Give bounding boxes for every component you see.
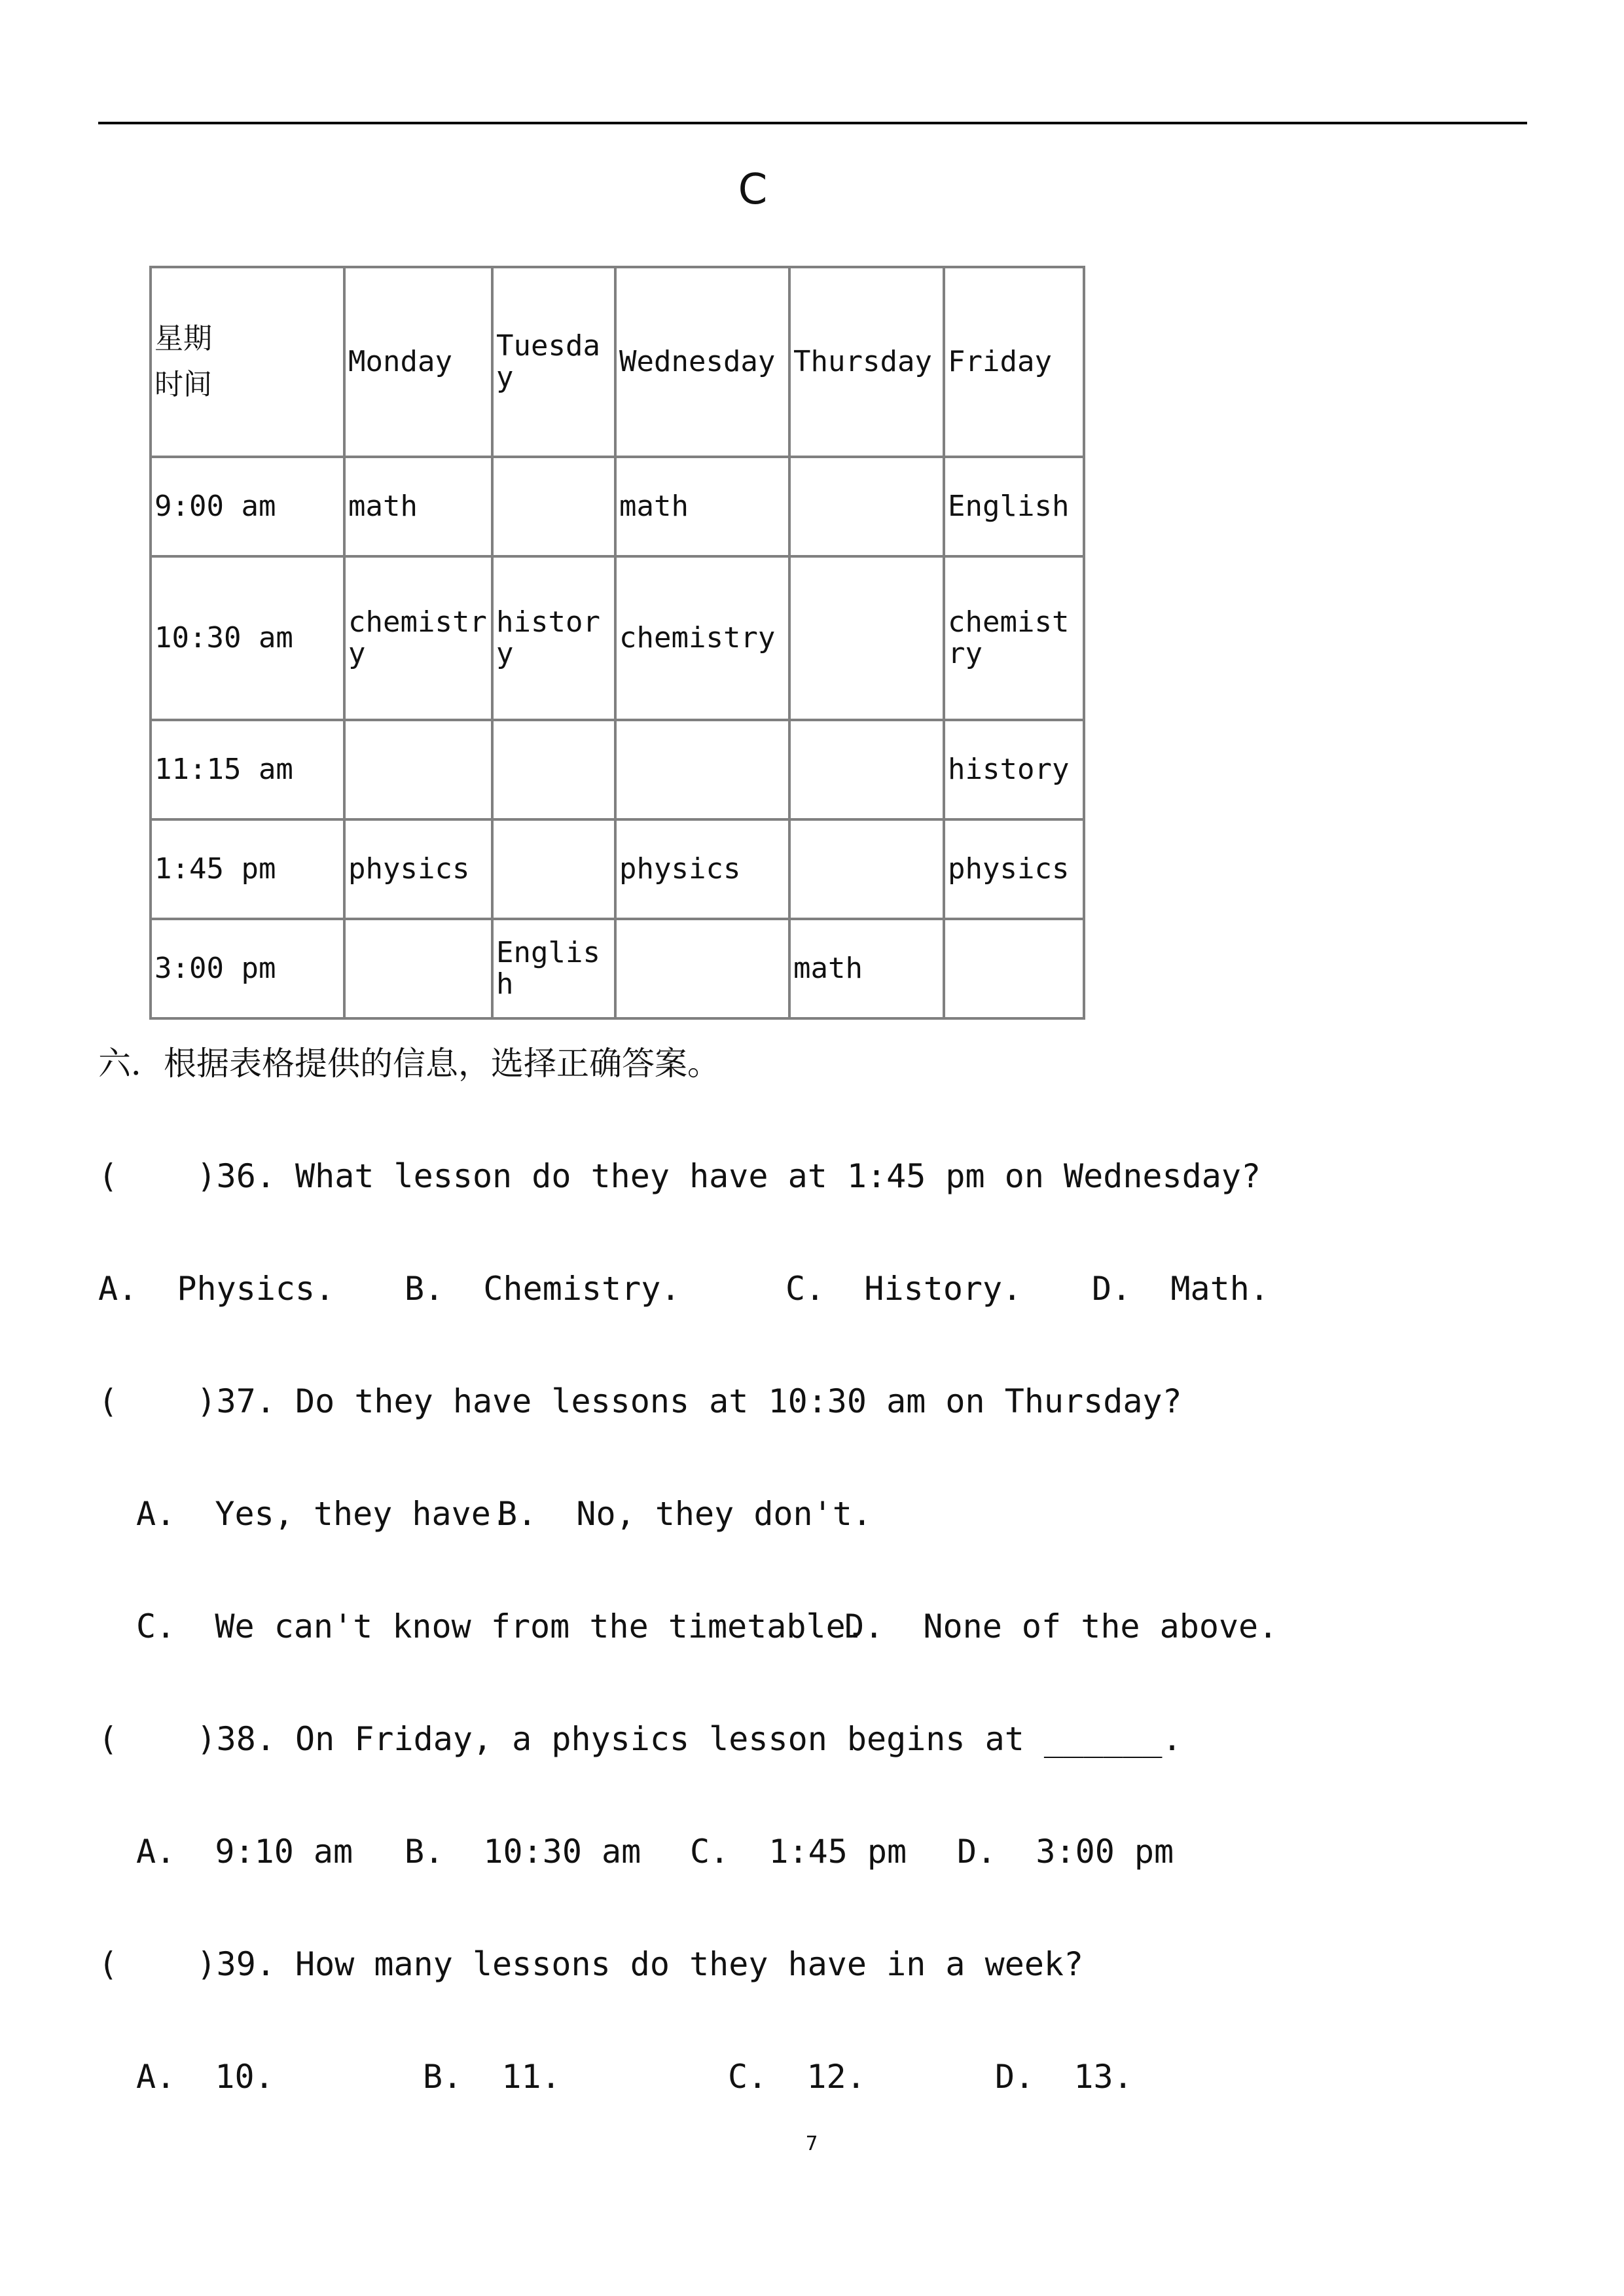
lesson-cell bbox=[492, 720, 615, 819]
lesson-cell bbox=[789, 720, 944, 819]
question-38-option-a: A. 9:10 am bbox=[136, 1833, 353, 1871]
timetable-header-row bbox=[151, 267, 1084, 457]
lesson-cell: English bbox=[944, 457, 1084, 556]
time-cell: 9:00 am bbox=[151, 457, 344, 556]
lesson-cell: math bbox=[789, 919, 944, 1018]
lesson-cell bbox=[344, 720, 492, 819]
corner-day-label: 星期 bbox=[154, 322, 212, 355]
timetable-row bbox=[151, 819, 1084, 919]
question-39-stem: ( )39. How many lessons do they have in a week? bbox=[98, 1945, 1084, 1983]
lesson-cell: history bbox=[944, 720, 1084, 819]
lesson-cell: chemistry bbox=[344, 556, 492, 720]
timetable-row bbox=[151, 919, 1084, 1018]
lesson-cell bbox=[615, 919, 789, 1018]
corner-cell bbox=[151, 267, 344, 457]
lesson-cell bbox=[492, 457, 615, 556]
section-title: C bbox=[738, 166, 768, 214]
question-37-stem: ( )37. Do they have lessons at 10:30 am on Thursday? bbox=[98, 1382, 1182, 1420]
lesson-cell: math bbox=[615, 457, 789, 556]
question-36-option-b: B. Chemistry. bbox=[405, 1270, 681, 1308]
question-38-option-b: B. 10:30 am bbox=[405, 1833, 641, 1871]
question-36-stem: ( )36. What lesson do they have at 1:45 pm on Wednesday? bbox=[98, 1157, 1261, 1195]
lesson-cell bbox=[492, 819, 615, 919]
lesson-cell: physics bbox=[615, 819, 789, 919]
question-37-option-d: D. None of the above. bbox=[844, 1607, 1278, 1645]
question-37-option-b: B. No, they don't. bbox=[497, 1495, 872, 1533]
timetable-row bbox=[151, 720, 1084, 819]
lesson-cell: physics bbox=[944, 819, 1084, 919]
lesson-cell: math bbox=[344, 457, 492, 556]
question-37-option-c: C. We can't know from the timetable. bbox=[136, 1607, 865, 1645]
question-38-stem: ( )38. On Friday, a physics lesson begins at ______. bbox=[98, 1720, 1182, 1758]
time-cell: 1:45 pm bbox=[151, 819, 344, 919]
lesson-cell bbox=[944, 919, 1084, 1018]
question-38-option-c: C. 1:45 pm bbox=[690, 1833, 907, 1871]
time-cell: 3:00 pm bbox=[151, 919, 344, 1018]
lesson-cell: history bbox=[492, 556, 615, 720]
header-rule bbox=[98, 122, 1527, 124]
lesson-cell: English bbox=[492, 919, 615, 1018]
timetable-row bbox=[151, 556, 1084, 720]
corner-time-label: 时间 bbox=[154, 368, 212, 401]
lesson-cell: chemistry bbox=[615, 556, 789, 720]
lesson-cell bbox=[344, 919, 492, 1018]
question-39-option-b: B. 11. bbox=[423, 2058, 561, 2096]
question-38-option-d: D. 3:00 pm bbox=[957, 1833, 1174, 1871]
time-cell: 10:30 am bbox=[151, 556, 344, 720]
timetable bbox=[149, 266, 1085, 1020]
time-cell: 11:15 am bbox=[151, 720, 344, 819]
question-36-option-a: A. Physics. bbox=[98, 1270, 335, 1308]
question-39-option-a: A. 10. bbox=[136, 2058, 274, 2096]
lesson-cell bbox=[789, 457, 944, 556]
question-39-option-c: C. 12. bbox=[728, 2058, 866, 2096]
day-header: Monday bbox=[344, 267, 492, 457]
question-37-option-a: A. Yes, they have. bbox=[136, 1495, 511, 1533]
day-header: Friday bbox=[944, 267, 1084, 457]
timetable-row bbox=[151, 457, 1084, 556]
lesson-cell: chemistry bbox=[944, 556, 1084, 720]
question-36-option-c: C. History. bbox=[785, 1270, 1022, 1308]
day-header: Thursday bbox=[789, 267, 944, 457]
lesson-cell bbox=[789, 556, 944, 720]
instructions: 六．根据表格提供的信息，选择正确答案。 bbox=[98, 1045, 720, 1083]
question-36-option-d: D. Math. bbox=[1092, 1270, 1269, 1308]
day-header: Tuesday bbox=[492, 267, 615, 457]
question-39-option-d: D. 13. bbox=[995, 2058, 1133, 2096]
lesson-cell bbox=[615, 720, 789, 819]
lesson-cell: physics bbox=[344, 819, 492, 919]
lesson-cell bbox=[789, 819, 944, 919]
day-header: Wednesday bbox=[615, 267, 789, 457]
page-number: 7 bbox=[805, 2132, 818, 2155]
